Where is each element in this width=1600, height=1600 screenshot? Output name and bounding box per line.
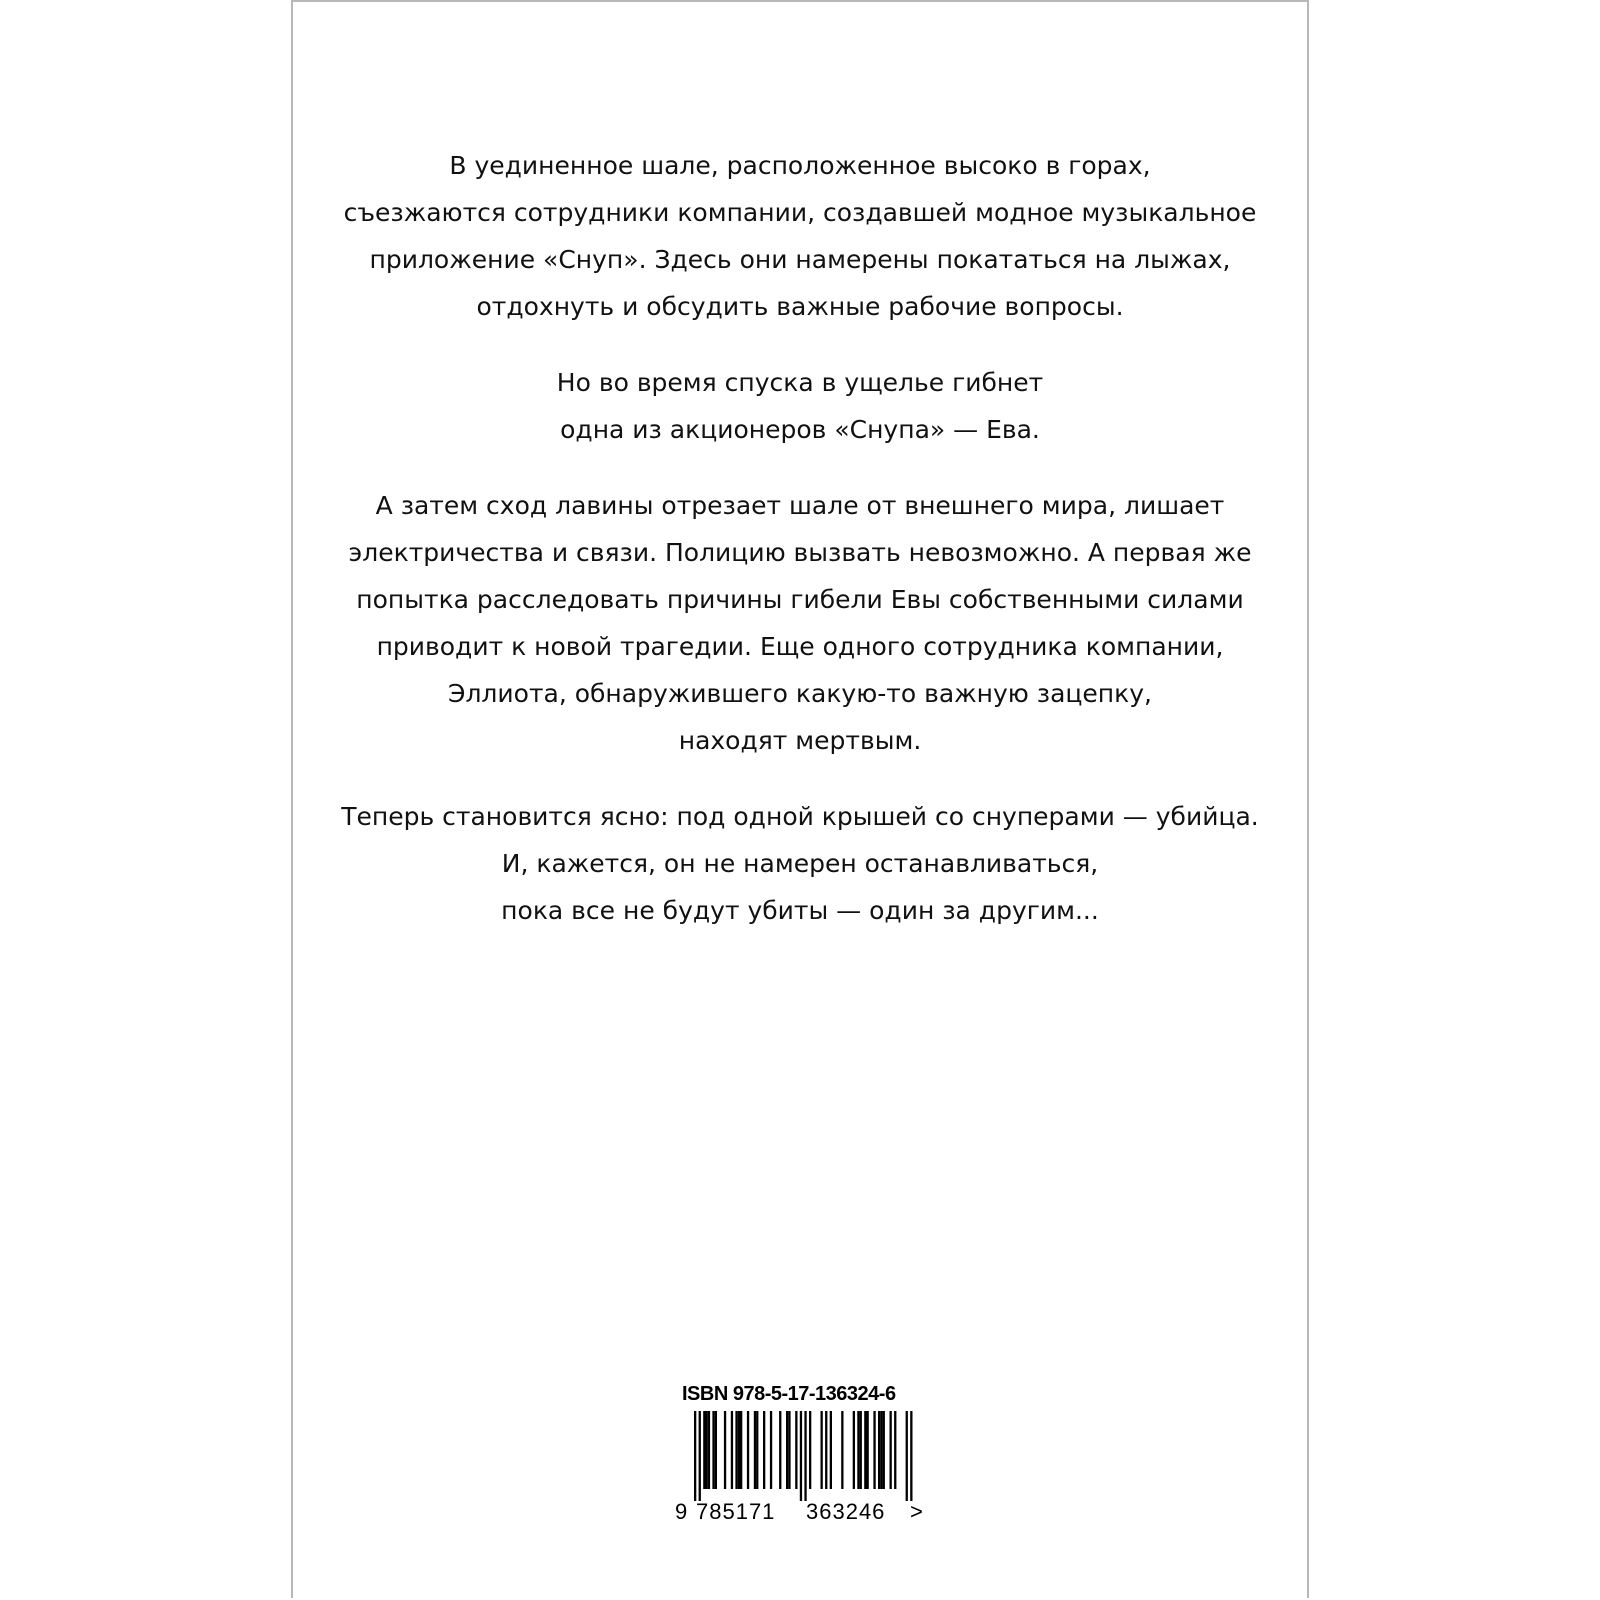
text-line: приводит к новой трагедии. Еще одного сотрудника компании, (376, 632, 1224, 661)
barcode-bar (821, 1411, 823, 1489)
barcode-bar (878, 1411, 880, 1489)
text-line: А затем сход лавины отрезает шале от внешнего мира, лишает (375, 491, 1225, 520)
barcode-bar (841, 1411, 843, 1489)
barcode-bar (747, 1411, 749, 1489)
barcode-bar (867, 1411, 869, 1489)
barcode-guard-bar (800, 1411, 802, 1501)
barcode-bar (770, 1411, 772, 1489)
text-line: находят мертвым. (678, 726, 922, 755)
paragraph-2 (293, 359, 1307, 453)
text-line: Но во время спуска в ущелье гибнет (556, 368, 1044, 397)
barcode-bar (731, 1411, 733, 1489)
barcode-guard-bar (694, 1411, 696, 1501)
text-line: И, кажется, он не намерен останавливаться, (501, 849, 1099, 878)
barcode-bar (853, 1411, 855, 1489)
barcode-bar (703, 1411, 705, 1489)
barcode-bar (890, 1411, 892, 1489)
barcode-bar (864, 1411, 866, 1489)
barcode-bar (857, 1411, 859, 1489)
barcode-bar (754, 1411, 756, 1489)
barcode-bar (708, 1411, 710, 1489)
barcode-bar (756, 1411, 758, 1489)
barcode (674, 1411, 934, 1523)
text-line: Эллиота, обнаружившего какую-то важную зацепку, (447, 679, 1152, 708)
barcode-guard-bar (910, 1411, 912, 1501)
barcode-quiet-mark: > (910, 1499, 923, 1523)
annotation-text (293, 142, 1307, 963)
barcode-guard-bar (699, 1411, 701, 1501)
barcode-bar (830, 1411, 832, 1489)
barcode-bar (740, 1411, 742, 1489)
barcode-digits-left: 785171 (696, 1499, 776, 1523)
barcode-bar (894, 1411, 896, 1489)
barcode-digit-first: 9 (675, 1499, 688, 1523)
barcode-bar (883, 1411, 885, 1489)
barcode-digits-right: 363246 (806, 1499, 886, 1523)
barcode-bar (788, 1411, 790, 1489)
barcode-bar (825, 1411, 827, 1489)
isbn-barcode-block (674, 1383, 934, 1523)
text-line: приложение «Снуп». Здесь они намерены покататься на лыжах, (369, 245, 1231, 274)
barcode-bar (873, 1411, 875, 1489)
barcode-bar (779, 1411, 781, 1489)
barcode-bar (712, 1411, 714, 1489)
barcode-bars (694, 1411, 913, 1501)
paragraph-3 (293, 482, 1307, 764)
text-line: съезжаются сотрудники компании, создавшей модное музыкальное (343, 198, 1257, 227)
barcode-bar (880, 1411, 882, 1489)
barcode-bar (860, 1411, 862, 1489)
text-line: попытка расследовать причины гибели Евы собственными силами (356, 585, 1244, 614)
barcode-bar (795, 1411, 797, 1489)
barcode-bar (735, 1411, 737, 1489)
text-line: Теперь становится ясно: под одной крышей со снуперами — убийца. (341, 802, 1259, 831)
barcode-guard-bar (804, 1411, 806, 1501)
barcode-bar (738, 1411, 740, 1489)
barcode-guard-bar (906, 1411, 908, 1501)
paragraph-1 (293, 142, 1307, 330)
text-line: В уединенное шале, расположенное высоко в горах, (449, 151, 1151, 180)
barcode-bar (809, 1411, 811, 1489)
text-line: пока все не будут убиты — один за другим... (501, 896, 1099, 925)
book-back-cover (291, 0, 1309, 1598)
paragraph-4 (293, 793, 1307, 934)
barcode-bar (763, 1411, 765, 1489)
barcode-bar (724, 1411, 726, 1489)
isbn-label: ISBN 978-5-17-136324-6 (682, 1383, 896, 1405)
barcode-bar (706, 1411, 708, 1489)
text-line: одна из акционеров «Снупа» — Ева. (560, 415, 1040, 444)
barcode-bar (786, 1411, 788, 1489)
text-line: отдохнуть и обсудить важные рабочие вопросы. (476, 292, 1124, 321)
barcode-bar (715, 1411, 717, 1489)
text-line: электричества и связи. Полицию вызвать невозможно. А первая же (348, 538, 1252, 567)
